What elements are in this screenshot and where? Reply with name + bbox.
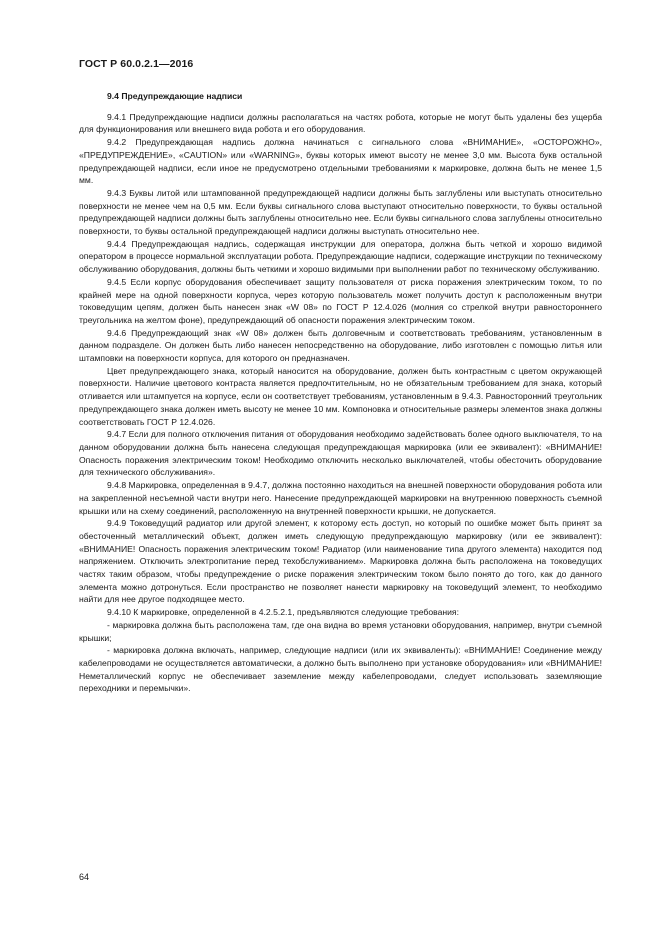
paragraph-9-4-9: 9.4.9 Токоведущий радиатор или другой элемент, к которому есть доступ, но который по ошибке может быть принят за обесточенный металлический объект, должен иметь следующую предупреждающую маркировку (или ее эквивалент): «ВНИМАНИЕ! Опасность поражения электрическим током! Радиатор (или наименование типа другого элемента) находится под напряжением. Отключить электропитание перед техобслуживанием». Маркировка должна быть расположена на токоведущих частях таким образом, чтобы предупреждение о риске поражения электрическим током было понято до того, как до данного элемента можно дотронуться. Если пространство не позволяет нанести маркировку на токоведущий элемент, то необходимо найти для нее другое подходящее место. (79, 518, 602, 605)
paragraph-9-4-5: 9.4.5 Если корпус оборудования обеспечивает защиту пользователя от риска поражения электрическим током, то по крайней мере на одной поверхности корпуса, через которую пользователь может получить доступ к расположенным внутри токоведущим цепям, должен быть нанесен знак «W 08» по ГОСТ Р 12.4.026 (молния со стрелкой внутри равностороннего треугольника на желтом фоне), предупреждающий об опасности поражения электрическим током. (79, 276, 602, 325)
paragraph-9-4-2: 9.4.2 Предупреждающая надпись должна начинаться с сигнального слова «ВНИМАНИЕ», «ОСТОРОЖНО», «ПРЕДУПРЕЖДЕНИЕ», «CAUTION» или «WARNING», буквы которых имеют высоту не менее 3,0 мм. Высота букв остальной предупреждающей надписи, если иное не предусмотрено отдельными требованиями к маркировке, должна быть не менее 1,5 мм. (79, 137, 602, 186)
paragraph-9-4-1: 9.4.1 Предупреждающие надписи должны располагаться на частях робота, которые не могут быть удалены без ущерба для функционирования или внешнего вида робота и его оборудования. (79, 111, 602, 135)
paragraph-9-4-3: 9.4.3 Буквы литой или штампованной предупреждающей надписи должны быть заглублены или выступать относительно поверхности не менее чем на 0,5 мм. Если буквы сигнального слова выступают относительно поверхности, то буквы остальной предупреждающей надписи должны быть заглублены относительно нее. Если буквы сигнального слова заглублены относительно поверхности, то буквы остальной предупреждающей надписи должны выступать относительно нее. (79, 187, 602, 237)
list-item-inscription: - маркировка должна включать, например, следующие надписи (или их эквиваленты): «ВНИМАНИЕ! Соединение между кабелепроводами не осуществляется автоматически, а должно быть выполнено при установке оборудования» или «ВНИМАНИЕ! Неметаллический корпус не обеспечивает заземление между кабелепроводами, следует использовать заземляющие переходники и перемычки». (79, 645, 602, 694)
paragraph-9-4-7: 9.4.7 Если для полного отключения питания от оборудования необходимо задействовать более одного выключателя, то на данном оборудовании должна быть нанесена следующая предупреждающая маркировка (или ее эквивалент): «ВНИМАНИЕ! Опасность поражения электрическим током! Необходимо отключить несколько выключателей, чтобы обесточить оборудование для технического обслуживания». (79, 429, 602, 478)
list-item-location: - маркировка должна быть расположена там, где она видна во время установки оборудования, например, внутри съемной крышки; (79, 619, 602, 643)
page-number: 64 (79, 872, 90, 882)
document-header: ГОСТ Р 60.0.2.1—2016 (79, 58, 194, 70)
section-title: 9.4 Предупреждающие надписи (107, 91, 243, 101)
paragraph-sign-color: Цвет предупреждающего знака, который наносится на оборудование, должен быть контрастным с цветом окружающей поверхности. Наличие цветового контраста является предпочтительным, но не обязательным требованием для знака, который отливается или штампуется на корпусе, если он соответствует требованиям, установленным в 9.4.3. Равносторонний треугольник предупреждающего знака должен иметь высоту не менее 10 мм. Компоновка и относительные размеры элементов знака должны соответствовать ГОСТ Р 12.4.026. (79, 365, 602, 427)
paragraph-9-4-4: 9.4.4 Предупреждающая надпись, содержащая инструкции для оператора, должна быть четкой и хорошо видимой оператором в процессе нормальной эксплуатации робота. Предупреждающие надписи, содержащие инструкции по техническому обслуживанию оборудования, должны быть четкими и хорошо видимыми при выполнении работ по техническому обслуживанию. (79, 238, 602, 275)
paragraph-9-4-8: 9.4.8 Маркировка, определенная в 9.4.7, должна постоянно находиться на внешней поверхности оборудования робота или на закрепленной несъемной части внутри него. Нанесение предупреждающей маркировки на внутреннюю поверхность съемной крышки или на схему соединений, расположенную на внутренней поверхности крышки, не допускается. (79, 480, 602, 516)
paragraph-9-4-6: 9.4.6 Предупреждающий знак «W 08» должен быть долговечным и соответствовать требованиям, установленным в данном подразделе. Он должен быть либо нанесен непосредственно на оборудование, либо изготовлен с помощью литья или штамповки на поверхности корпуса, для которого он предназначен. (79, 327, 602, 364)
page-content (79, 90, 602, 695)
paragraph-9-4-10: 9.4.10 К маркировке, определенной в 4.2.5.2.1, предъявляются следующие требования: (107, 607, 459, 618)
